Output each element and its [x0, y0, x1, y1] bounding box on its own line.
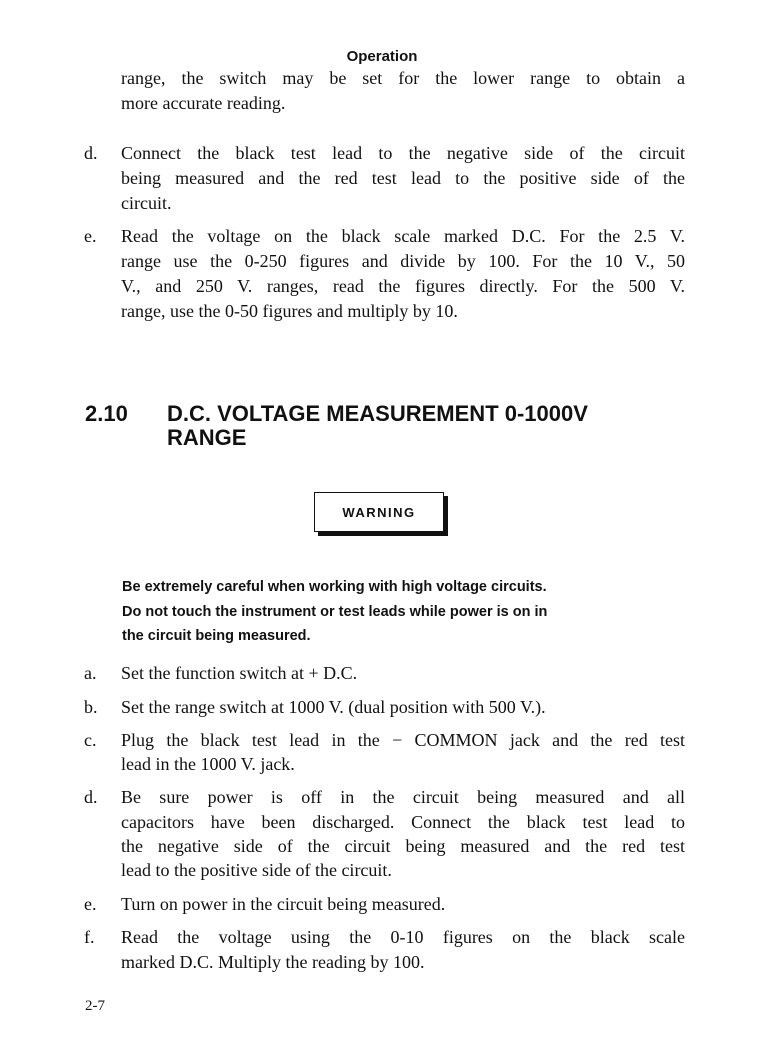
text-line: Read the voltage using the 0-10 figures on the black scale [121, 927, 685, 947]
text-line: lead to the positive side of the circuit. [121, 860, 392, 880]
step-label: d. [84, 143, 98, 163]
running-header: Operation [346, 48, 418, 65]
text-line: Turn on power in the circuit being measured. [121, 894, 446, 914]
warning-label-box [314, 492, 444, 532]
step-label: f. [84, 927, 95, 947]
step-label: b. [84, 697, 98, 717]
text-line: range, use the 0-50 figures and multiply by 10. [121, 301, 458, 321]
warning-text-line: Be extremely careful when working with high voltage circuits. [122, 579, 547, 595]
text-line: Read the voltage on the black scale marked D.C. For the 2.5 V. [121, 226, 685, 246]
text-line: Be sure power is off in the circuit being measured and all [121, 787, 685, 807]
text-line: capacitors have been discharged. Connect the black test lead to [121, 812, 685, 832]
text-line: the negative side of the circuit being measured and the red test [121, 836, 685, 856]
warning-text-line: Do not touch the instrument or test leads while power is on in [122, 604, 548, 620]
step-label: e. [84, 226, 97, 246]
text-line: Connect the black test lead to the negative side of the circuit [121, 143, 685, 163]
text-line: Set the function switch at + D.C. [121, 663, 358, 683]
text-line: Set the range switch at 1000 V. (dual position with 500 V.). [121, 697, 546, 717]
text-line: Plug the black test lead in the − COMMON jack and the red test [121, 730, 685, 750]
step-label: a. [84, 663, 97, 683]
text-line: circuit. [121, 193, 172, 213]
step-label: e. [84, 894, 97, 914]
section-title-line: RANGE [167, 425, 247, 450]
warning-text-line: the circuit being measured. [122, 628, 311, 644]
section-title-line: D.C. VOLTAGE MEASUREMENT 0-1000V [167, 401, 588, 426]
text-line: range, the switch may be set for the lower range to obtain a [121, 68, 685, 88]
text-line: lead in the 1000 V. jack. [121, 754, 295, 774]
text-line: more accurate reading. [121, 93, 286, 113]
page-number: 2-7 [85, 998, 105, 1014]
text-line: marked D.C. Multiply the reading by 100. [121, 952, 425, 972]
text-line: V., and 250 V. ranges, read the figures directly. For the 500 V. [121, 276, 685, 296]
text-line: range use the 0-250 figures and divide by 100. For the 10 V., 50 [121, 251, 685, 271]
section-number: 2.10 [85, 401, 128, 426]
step-label: c. [84, 730, 97, 750]
step-label: d. [84, 787, 98, 807]
text-line: being measured and the red test lead to the positive side of the [121, 168, 685, 188]
warning-label: WARNING [342, 504, 416, 520]
